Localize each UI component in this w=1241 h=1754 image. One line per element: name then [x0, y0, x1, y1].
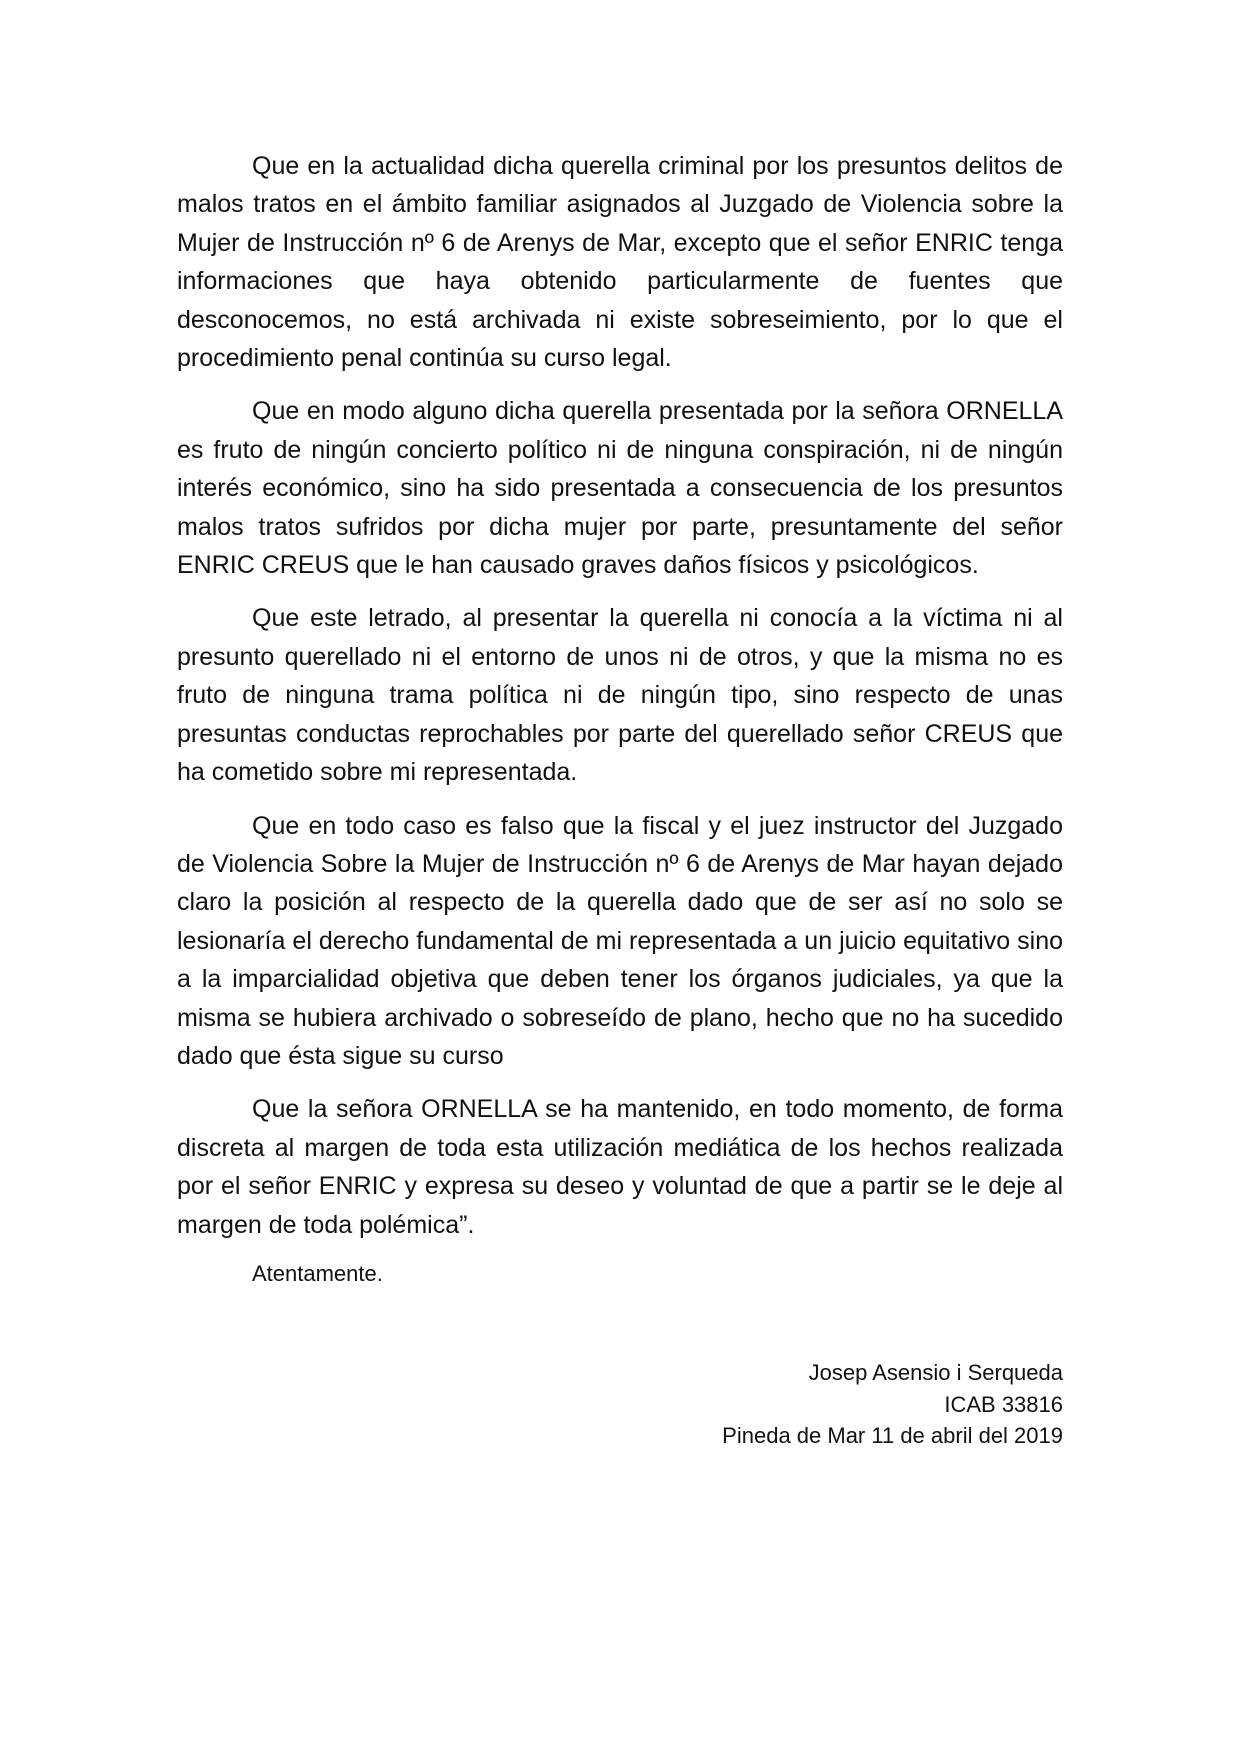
paragraph-2: Que en modo alguno dicha querella presentada por la señora ORNELLA es fruto de ningún concierto político ni de ninguna conspiración, ni de ningún interés económico, sino ha sido presentada a consecuencia de los presuntos malos tratos sufridos por dicha mujer por parte, presuntamente del señor ENRIC CREUS que le han causado graves daños físicos y psicológicos. [177, 397, 1063, 580]
place-and-date: Pineda de Mar 11 de abril del 2019 [722, 1423, 1063, 1448]
paragraph-1: Que en la actualidad dicha querella criminal por los presuntos delitos de malos tratos en el ámbito familiar asignados al Juzgado de Violencia sobre la Mujer de Instrucción nº 6 de Arenys de Mar, excepto que el señor ENRIC tenga informaciones que haya obtenido particularmente de fuentes que desconocemos, no está archivada ni existe sobreseimiento, por lo que el procedimiento penal continúa su curso legal. [177, 152, 1063, 373]
signature-block [600, 1357, 1063, 1452]
document-body [177, 147, 1063, 1289]
signer-name: Josep Asensio i Serqueda [808, 1360, 1063, 1385]
paragraph-4: Que en todo caso es falso que la fiscal y el juez instructor del Juzgado de Violencia Sobre la Mujer de Instrucción nº 6 de Arenys de Mar hayan dejado claro la posición al respecto de la querella dado que de ser así no solo se lesionaría el derecho fundamental de mi representada a un juicio equitativo sino a la imparcialidad objetiva que deben tener los órganos judiciales, ya que la misma se hubiera archivado o sobreseído de plano, hecho que no ha sucedido dado que ésta sigue su curso [177, 811, 1063, 1070]
bar-registration-number: ICAB 33816 [944, 1391, 1063, 1417]
paragraph-3: Que este letrado, al presentar la querella ni conocía a la víctima ni al presunto querellado ni el entorno de unos ni de otros, y que la misma no es fruto de ninguna trama política ni de ningún tipo, sino respecto de unas presuntas conductas reprochables por parte del querellado señor CREUS que ha cometido sobre mi representada. [177, 604, 1063, 787]
closing-salutation: Atentamente. [252, 1260, 383, 1286]
paragraph-5: Que la señora ORNELLA se ha mantenido, en todo momento, de forma discreta al margen de toda esta utilización mediática de los hechos realizada por el señor ENRIC y expresa su deseo y voluntad de que a partir se le deje al margen de toda polémica”. [177, 1095, 1063, 1239]
